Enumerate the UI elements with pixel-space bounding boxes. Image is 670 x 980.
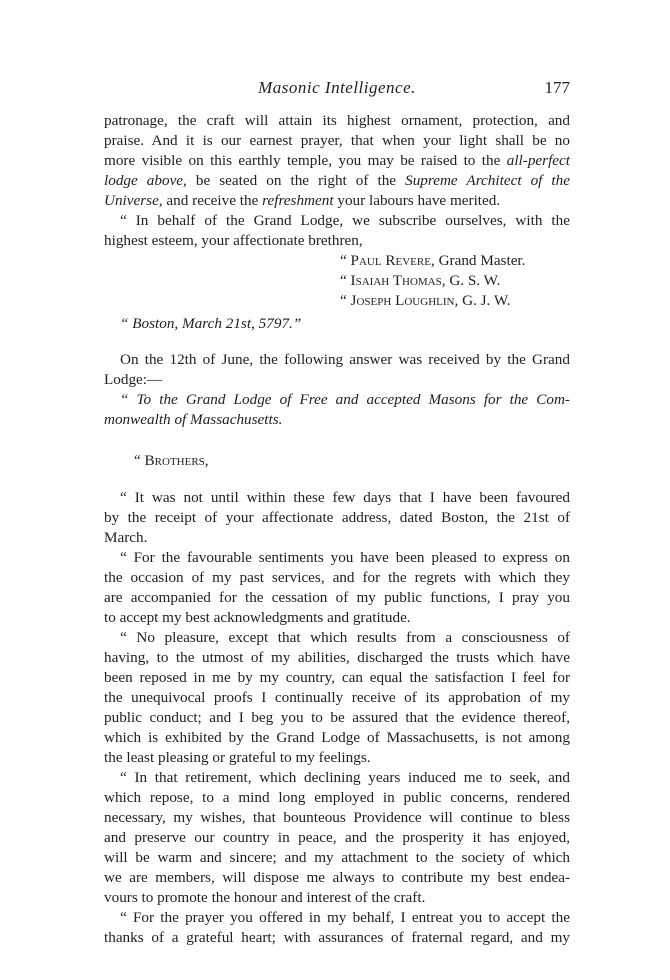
- text-line: “ No pleasure, except that which results from a consciousness of: [120, 629, 570, 646]
- signature-line: [340, 251, 525, 270]
- text-line: [104, 191, 500, 210]
- text-line: the occasion of my past services, and for the regrets with which they: [104, 569, 570, 586]
- text-line: highest esteem, your affectionate brethren,: [104, 232, 363, 249]
- italic-phrase: Supreme Architect of the: [405, 172, 570, 189]
- text-line: are accompanied for the cessation of my public functions, I pray you: [104, 589, 570, 606]
- text-line: and preserve our country in peace, and the prosperity it has enjoyed,: [104, 829, 570, 846]
- italic-phrase: Universe,: [104, 192, 163, 209]
- text-line: public conduct; and I beg you to be assured that the evidence thereof,: [104, 709, 570, 726]
- text-line: we are members, will dispose me always to contribute my best endea-: [104, 869, 570, 886]
- text-line: “ It was not until within these few days that I have been favoured: [120, 489, 570, 506]
- running-title: Masonic Intelligence.: [258, 78, 416, 97]
- text-line: thanks of a grateful heart; with assurances of fraternal regard, and my: [104, 929, 570, 946]
- page-number: 177: [544, 78, 570, 97]
- text-line: [120, 390, 570, 409]
- italic-phrase: all-perfect: [506, 152, 570, 169]
- text-line: On the 12th of June, the following answer was received by the Grand: [120, 351, 570, 368]
- text-line: “ In that retirement, which declining years induced me to seek, and: [120, 769, 570, 786]
- text-line: “ In behalf of the Grand Lodge, we subscribe ourselves, with the: [120, 212, 570, 229]
- text-line: having, to the utmost of my abilities, discharged the trusts which have: [104, 649, 570, 666]
- text-line: the unequivocal proofs I continually receive of its approbation of my: [104, 689, 570, 706]
- text-line: patronage, the craft will attain its highest ornament, protection, and: [104, 112, 570, 129]
- text-line: necessary, my wishes, that bounteous Providence will continue to bless: [104, 809, 570, 826]
- text-line: March.: [104, 529, 148, 546]
- text-line: praise. And it is our earnest prayer, that when your light shall be no: [104, 132, 570, 149]
- signatory-title: Grand Master.: [434, 252, 526, 269]
- text-line: “ For the prayer you offered in my behalf, I entreat you to accept the: [120, 909, 570, 926]
- signatory-title: G. S. W.: [445, 272, 501, 289]
- text-span: more visible on this earthly temple, you may be raised to the: [104, 152, 507, 169]
- signatory-name: “ Paul Revere,: [340, 252, 435, 269]
- signature-line: [340, 291, 511, 310]
- text-line: the least pleasing or grateful to my feelings.: [104, 749, 371, 766]
- salutation: “ Brothers,: [134, 452, 209, 469]
- signatory-name: “ Isaiah Thomas,: [340, 272, 446, 289]
- text-line: which repose, to a mind long employed in public concerns, rendered: [104, 789, 570, 806]
- text-line: [104, 151, 570, 170]
- text-line: vours to promote the honour and interest of the craft.: [104, 889, 426, 906]
- italic-phrase: lodge above,: [104, 172, 187, 189]
- text-line: [104, 171, 570, 190]
- text-line: to accept my best acknowledgments and gratitude.: [104, 609, 411, 626]
- dateline: [120, 314, 301, 333]
- italic-phrase: “ To the Grand Lodge of Free and accepted Masons for the Com-: [120, 391, 570, 408]
- text-line: “ For the favourable sentiments you have been pleased to express on: [120, 549, 570, 566]
- text-span: and receive the: [162, 192, 263, 209]
- text-span: your labours have merited.: [333, 192, 501, 209]
- text-line: by the receipt of your affectionate address, dated Boston, the 21st of: [104, 509, 570, 526]
- italic-phrase: monwealth of Massachusetts.: [104, 411, 283, 428]
- text-line: been reposed in me by my country, can equal the satisfaction I feel for: [104, 669, 570, 686]
- page-header: [104, 78, 570, 102]
- italic-phrase: “ Boston, March 21st, 5797.”: [120, 315, 302, 332]
- signatory-title: G. J. W.: [458, 292, 511, 309]
- text-span: be seated on the right of the: [186, 172, 406, 189]
- text-line: Lodge:—: [104, 371, 163, 388]
- text-line: which is exhibited by the Grand Lodge of Massachusetts, is not among: [104, 729, 570, 746]
- text-line: [104, 410, 282, 429]
- signature-line: [340, 271, 500, 290]
- italic-phrase: refreshment: [262, 192, 334, 209]
- text-line: will be warm and sincere; and my attachment to the society of which: [104, 849, 570, 866]
- signatory-name: “ Joseph Loughlin,: [340, 292, 459, 309]
